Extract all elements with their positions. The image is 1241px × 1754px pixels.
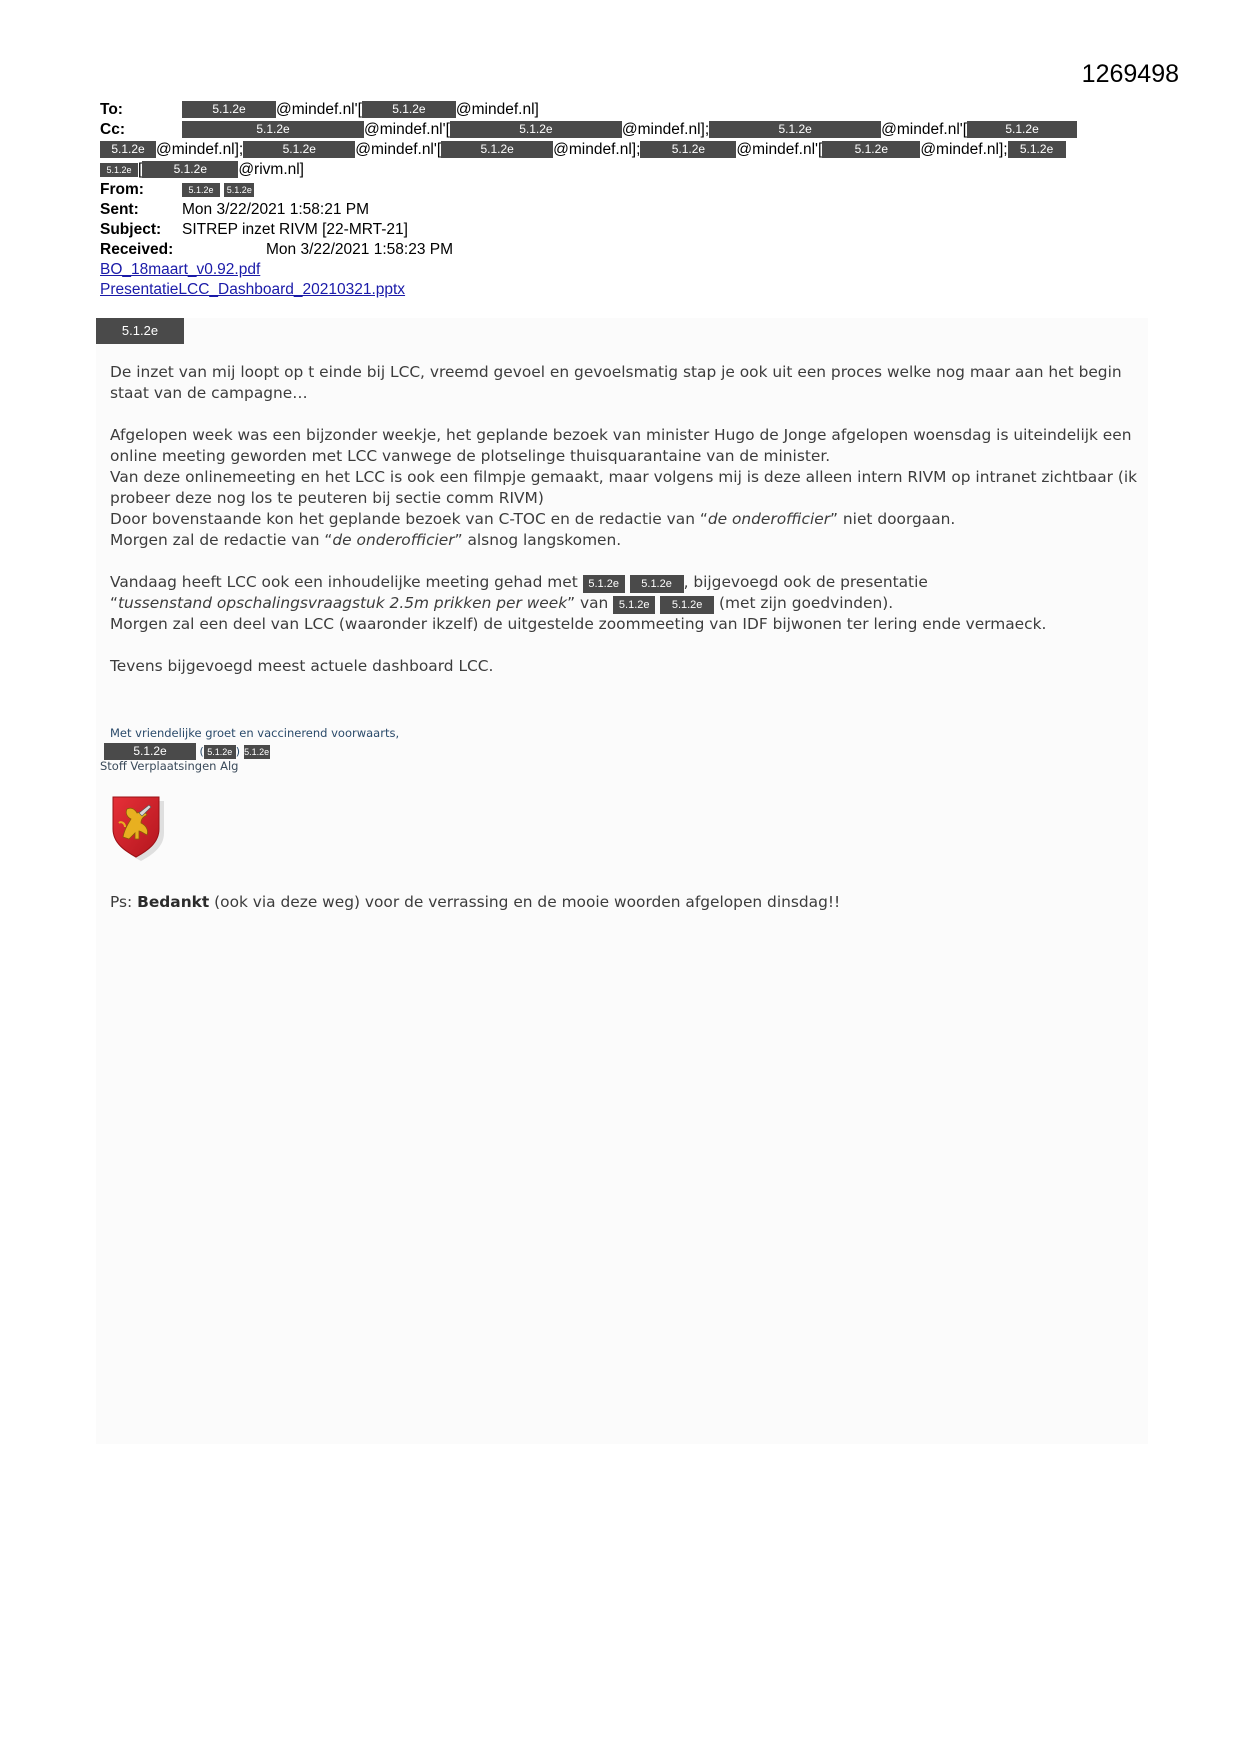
body-text: ” niet doorgaan. bbox=[830, 510, 956, 528]
redaction-box: 5.1.2e bbox=[583, 575, 625, 593]
redaction-box: 5.1.2e bbox=[450, 121, 622, 138]
redaction-box: 5.1.2e bbox=[182, 183, 220, 197]
cc-recipients-line-1 bbox=[182, 120, 1077, 140]
redaction-box: 5.1.2e bbox=[244, 747, 270, 757]
from-label: From: bbox=[100, 181, 144, 198]
redaction-box: 5.1.2e bbox=[822, 141, 920, 158]
postscript bbox=[110, 893, 840, 911]
salutation-redaction: 5.1.2e bbox=[96, 318, 184, 344]
to-recipients bbox=[182, 100, 539, 120]
received-label: Received: bbox=[100, 241, 174, 258]
redaction-box: 5.1.2e bbox=[630, 575, 684, 593]
redaction-box: 5.1.2e bbox=[142, 161, 238, 178]
from-sender bbox=[182, 180, 254, 200]
subject-value: SITREP inzet RIVM [22-MRT-21] bbox=[182, 221, 408, 238]
subject-label: Subject: bbox=[100, 221, 162, 238]
ps-bold-thanks: Bedankt bbox=[137, 893, 210, 911]
cc-part: @mindef.nl'[ bbox=[364, 121, 450, 138]
redaction-box: 5.1.2e bbox=[362, 101, 456, 118]
sent-value: Mon 3/22/2021 1:58:21 PM bbox=[182, 201, 369, 218]
cc-row bbox=[100, 120, 1160, 140]
body-paragraph-1: De inzet van mij loopt op t einde bij LCC, vreemd gevoel en gevoelsmatig stap je ook uit een proces welke nog maar aan het begin staat van de campagne… bbox=[110, 363, 1122, 402]
to-label: To: bbox=[100, 101, 123, 118]
cc-part: @mindef.nl]; bbox=[156, 141, 244, 158]
subject-row bbox=[100, 220, 1160, 240]
cc-part: @mindef.nl]; bbox=[553, 141, 641, 158]
cc-recipients-line-3 bbox=[100, 161, 304, 178]
body-text: , bijgevoegd ook de presentatie bbox=[683, 573, 928, 591]
signature-paren-open: ( bbox=[199, 745, 204, 758]
body-paragraph-3 bbox=[110, 572, 1140, 635]
body-text: (met zijn goedvinden). bbox=[719, 594, 894, 612]
redaction-box: 5.1.2e bbox=[182, 121, 364, 138]
signature-role: Stoff Verplaatsingen Alg bbox=[100, 759, 239, 773]
redaction-box: 5.1.2e bbox=[100, 141, 156, 158]
body-italic: de onderofficier bbox=[332, 531, 455, 549]
body-text: Afgelopen week was een bijzonder weekje, het geplande bezoek van minister Hugo de Jonge afgelopen woensdag is uiteindelijk een online meeting geworden met LCC vanwege de plotselinge thuisquarantaine van de minister. bbox=[110, 426, 1132, 465]
body-text: Morgen zal de redactie van “ bbox=[110, 531, 333, 549]
body-paragraph-2 bbox=[110, 425, 1140, 551]
from-row bbox=[100, 180, 1160, 200]
signature-greeting: Met vriendelijke groet en vaccinerend voorwaarts, bbox=[110, 726, 400, 740]
redaction-box: 5.1.2e bbox=[441, 141, 553, 158]
redaction-box: 5.1.2e bbox=[709, 121, 881, 138]
attachment-link-pdf[interactable]: BO_18maart_v0.92.pdf bbox=[100, 261, 261, 278]
message-body bbox=[110, 362, 1140, 698]
body-italic: de onderofficier bbox=[707, 510, 831, 528]
redaction-box: 5.1.2e bbox=[204, 745, 236, 759]
cc-part: @mindef.nl'[ bbox=[881, 121, 968, 138]
body-text: Morgen zal een deel van LCC (waaronder ikzelf) de uitgestelde zoommeeting van IDF bijwonen ter lering ende vermaeck. bbox=[110, 615, 1047, 633]
received-row bbox=[100, 240, 1160, 260]
body-paragraph-4: Tevens bijgevoegd meest actuele dashboard LCC. bbox=[110, 657, 494, 675]
cc-part: @rivm.nl] bbox=[238, 161, 304, 178]
lion-coat-of-arms-icon bbox=[109, 793, 165, 861]
sent-label: Sent: bbox=[100, 201, 139, 218]
redaction-box: 5.1.2e bbox=[967, 121, 1077, 138]
cc-recipients-line-2 bbox=[100, 141, 1066, 158]
redaction-box: 5.1.2e bbox=[182, 101, 276, 118]
redaction-box: 5.1.2e bbox=[640, 141, 736, 158]
body-italic: tussenstand opschalingsvraagstuk 2.5m prikken per week bbox=[117, 594, 568, 612]
redaction-box: 5.1.2e bbox=[243, 141, 355, 158]
cc-part: @mindef.nl'[ bbox=[736, 141, 823, 158]
to-part: @mindef.nl] bbox=[455, 101, 539, 118]
cc-part: [ bbox=[138, 161, 143, 178]
to-row bbox=[100, 100, 1160, 120]
email-header bbox=[100, 100, 1160, 300]
sent-row bbox=[100, 200, 1160, 220]
cc-label: Cc: bbox=[100, 121, 125, 138]
body-text: “ bbox=[110, 594, 118, 612]
redaction-box: 5.1.2e bbox=[104, 743, 196, 760]
body-text: Door bovenstaande kon het geplande bezoek van C-TOC en de redactie van “ bbox=[110, 510, 708, 528]
cc-part: @mindef.nl]; bbox=[920, 141, 1008, 158]
to-part: @mindef.nl'[ bbox=[276, 101, 362, 118]
cc-part: @mindef.nl'[ bbox=[355, 141, 442, 158]
cc-row-continued bbox=[100, 160, 1160, 180]
body-text: Vandaag heeft LCC ook een inhoudelijke meeting gehad met bbox=[110, 573, 578, 591]
body-text: Van deze onlinemeeting en het LCC is ook een filmpje gemaakt, maar volgens mij is deze alleen intern RIVM op intranet zichtbaar (ik probeer deze nog los te peuteren bij sectie comm RIVM) bbox=[110, 468, 1138, 507]
cc-part: @mindef.nl]; bbox=[621, 121, 710, 138]
document-number: 1269498 bbox=[1081, 60, 1179, 88]
signature-paren-close: ) bbox=[235, 745, 241, 758]
redaction-box: 5.1.2e bbox=[613, 596, 655, 614]
redaction-box: 5.1.2e bbox=[660, 596, 714, 614]
body-text: ” alsnog langskomen. bbox=[454, 531, 622, 549]
received-value: Mon 3/22/2021 1:58:23 PM bbox=[266, 241, 453, 258]
redaction-box: 5.1.2e bbox=[224, 183, 254, 197]
cc-row-continued bbox=[100, 140, 1160, 160]
redaction-box: 5.1.2e bbox=[100, 163, 138, 177]
ps-prefix: Ps: bbox=[110, 893, 133, 911]
attachment-link-pptx[interactable]: PresentatieLCC_Dashboard_20210321.pptx bbox=[100, 281, 406, 298]
ps-text: (ook via deze weg) voor de verrassing en de mooie woorden afgelopen dinsdag!! bbox=[214, 893, 841, 911]
body-text: ” van bbox=[567, 594, 609, 612]
signature-name bbox=[104, 743, 270, 760]
redaction-box: 5.1.2e bbox=[1008, 141, 1066, 158]
